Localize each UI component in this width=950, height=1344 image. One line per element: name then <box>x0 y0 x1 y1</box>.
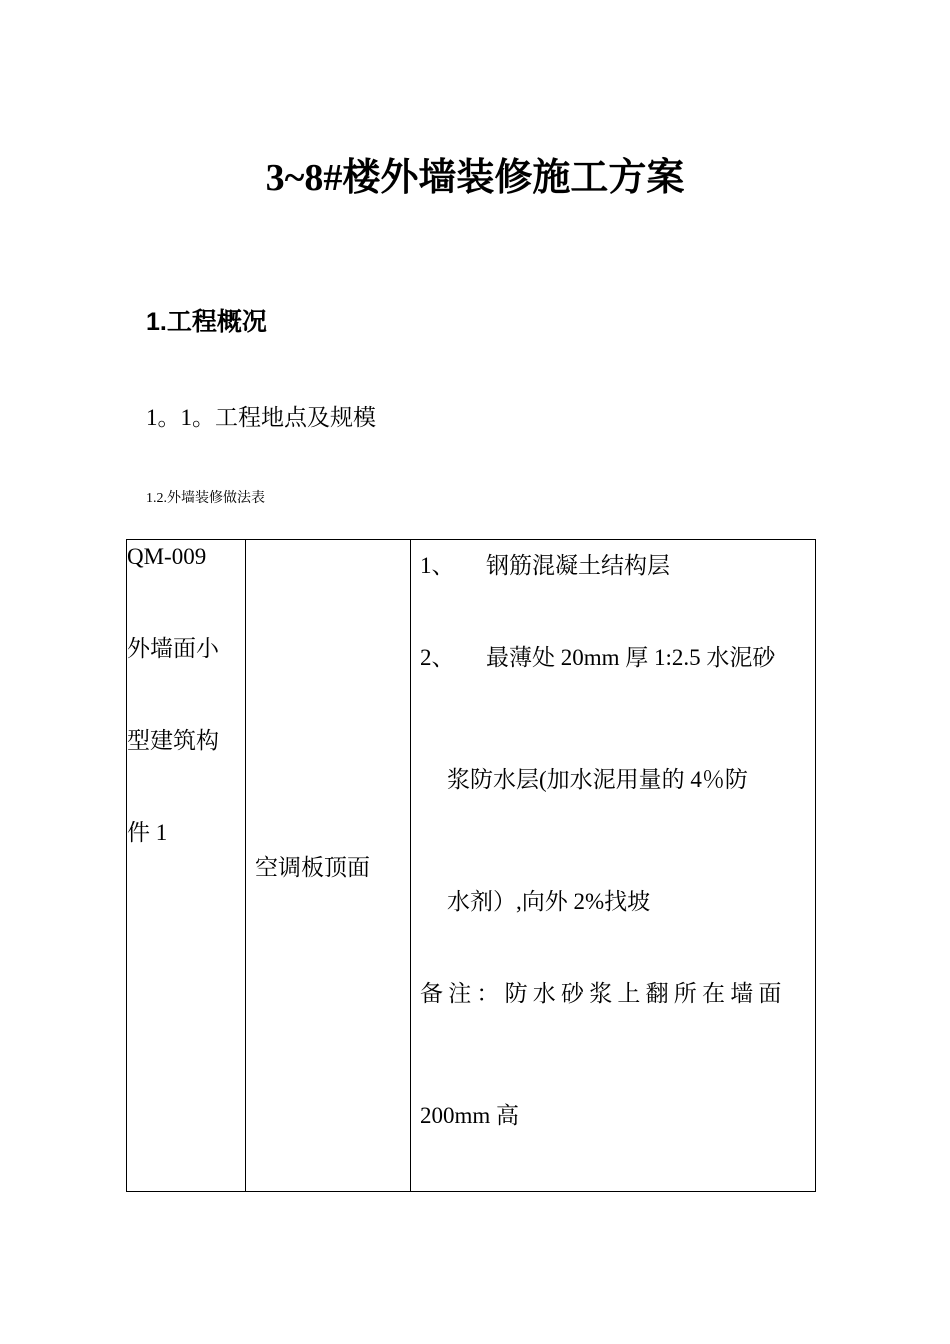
code-cell <box>127 540 246 1192</box>
subsection-heading: 1。1。工程地点及规模 <box>146 405 376 430</box>
section-heading: 1.工程概况 <box>146 308 267 336</box>
location-text: 空调板顶面 <box>255 855 370 880</box>
step-text: 钢筋混凝土结构层 <box>486 553 670 578</box>
step-line <box>420 642 805 674</box>
table-row <box>127 540 816 1192</box>
table-caption: 1.2.外墙装修做法表 <box>146 491 265 506</box>
code-line: 件 1 <box>127 820 168 845</box>
step-number: 2、 <box>420 645 455 670</box>
code-line: 外墙面小 <box>127 636 219 661</box>
code-line: QM-009 <box>127 544 207 569</box>
step-continuation: 浆防水层(加水泥用量的 4％防 <box>447 767 748 792</box>
step-continuation: 水剂）,向外 2%找坡 <box>447 889 651 914</box>
note-line: 200mm 高 <box>420 1103 520 1128</box>
finish-spec-table <box>126 539 816 1192</box>
location-cell <box>246 540 411 1192</box>
note-line: 备注：防水砂浆上翻所在墙面 <box>420 981 787 1006</box>
step-text: 最薄处 20mm 厚 1:2.5 水泥砂 <box>486 645 776 670</box>
step-line <box>420 550 805 582</box>
method-cell <box>411 540 816 1192</box>
code-line: 型建筑构 <box>127 728 219 753</box>
document-title: 3~8#楼外墙装修施工方案 <box>265 157 685 199</box>
step-number: 1、 <box>420 553 455 578</box>
